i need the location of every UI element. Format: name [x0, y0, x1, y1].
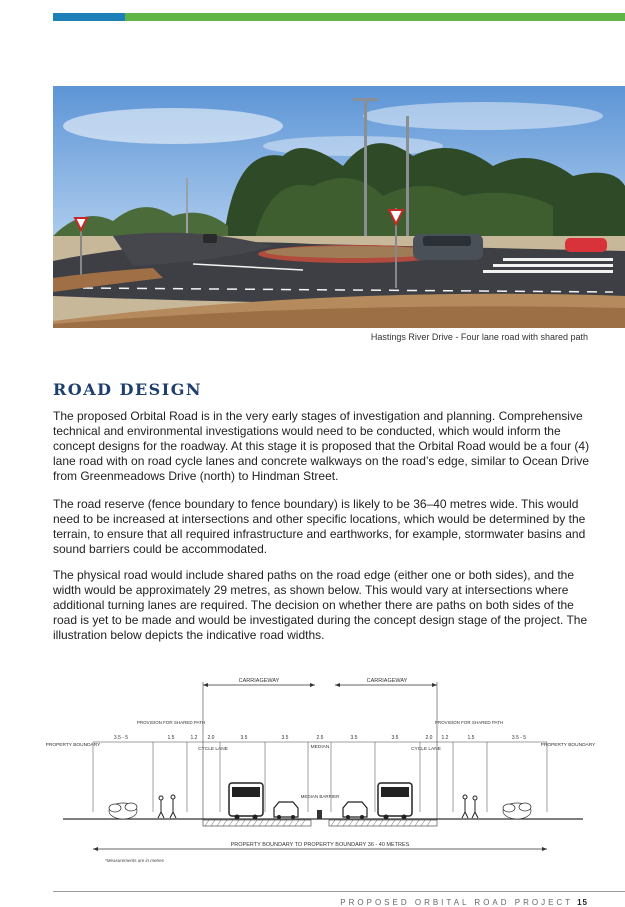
paragraph-1: [53, 409, 593, 484]
photo-caption: Hastings River Drive - Four lane road with shared path: [370, 332, 588, 342]
carriageway-left-label: CARRIAGEWAY: [238, 678, 280, 684]
boundary-to-boundary-label: PROPERTY BOUNDARY TO PROPERTY BOUNDARY 36 - 40 METRES: [230, 842, 410, 848]
pedestrians-right-icon: [462, 795, 478, 818]
width-label: 3.5 - 5: [511, 735, 527, 741]
provision-right-label: PROVISION FOR SHARED PATH: [434, 720, 504, 725]
cross-section-svg: [45, 672, 596, 872]
footer-title: PROPOSED ORBITAL ROAD PROJECT: [340, 898, 574, 907]
property-boundary-right-label: PROPERTY BOUNDARY: [540, 743, 596, 748]
paragraph-2-text: The road reserve (fence boundary to fence boundary) is likely to be 36–40 metres wide. This would need to be increased at intersections and other specific locations, which would be determined by the terrain, to ensure that all required infrastructure and earthworks, for example, stormwater basins and sound barriers could be accommodated.: [53, 497, 586, 556]
bus-right-icon: [378, 783, 412, 820]
width-label: 1.2: [190, 735, 198, 741]
page-number: 15: [577, 898, 588, 907]
car-left-icon: [274, 802, 298, 819]
bus-left-icon: [229, 783, 263, 820]
top-bar-green-segment: [125, 13, 625, 21]
carriageway-right-label: CARRIAGEWAY: [366, 678, 408, 684]
road-cross-section-diagram: [45, 672, 596, 872]
top-bar-blue-segment: [53, 13, 125, 21]
width-label: 3.5: [391, 735, 399, 741]
property-boundary-left-label: PROPERTY BOUNDARY: [45, 743, 101, 748]
car-right-icon: [343, 802, 367, 819]
width-label: 3.5: [281, 735, 289, 741]
width-label: 1.2: [441, 735, 449, 741]
cycle-lane-left-label: CYCLE LANE: [198, 747, 228, 752]
paragraph-3: [53, 568, 593, 643]
width-label: 3.5: [350, 735, 358, 741]
provision-left-label: PROVISION FOR SHARED PATH: [136, 720, 206, 725]
paragraph-3-text: The physical road would include shared paths on the road edge (either one or both sides), and the width would be approximately 29 metres, as shown below. This would vary at intersections where additional turning lanes are required. The decision on whether there are paths on both sides of the road is yet to be made and would be investigated during the concept design stage of the project. The illustration below depicts the indicative road widths.: [53, 568, 588, 642]
shrub-left-icon: [109, 803, 137, 819]
paragraph-1-text: The proposed Orbital Road is in the very early stages of investigation and planning. Comprehensive technical and environmental investigations would need to be conducted, which would inform the concept designs for the roadway. At this stage it is proposed that the Orbital Road would be a four (4) lane road with on road cycle lanes and concrete walkways on the road’s edge, similar to Ocean Drive from Greenmeadows Drive (north) to Hindman Street.: [53, 409, 590, 483]
page-footer: [340, 898, 588, 907]
width-label: 1.5: [167, 735, 175, 741]
section-heading: ROAD DESIGN: [53, 380, 202, 399]
top-color-bar: [53, 13, 625, 21]
median-barrier-label: MEDIAN BARRIER: [300, 794, 340, 799]
paragraph-2: [53, 497, 593, 557]
width-label: 2.0: [425, 735, 433, 741]
footer-divider: [53, 891, 625, 892]
shrub-right-icon: [503, 803, 531, 819]
road-photo: [53, 86, 625, 328]
road-photo-illustration: [53, 86, 625, 328]
width-label: 1.5: [467, 735, 475, 741]
cycle-lane-right-label: CYCLE LANE: [411, 747, 441, 752]
width-label: 2.0: [207, 735, 215, 741]
width-label: 3.5 - 5: [113, 735, 129, 741]
width-label: 3.5: [240, 735, 248, 741]
pedestrians-left-icon: [158, 795, 176, 818]
median-label: MEDIAN: [310, 745, 330, 750]
width-label: 2.5: [316, 735, 324, 741]
measurement-note: *Measurements are in metres: [105, 858, 165, 863]
